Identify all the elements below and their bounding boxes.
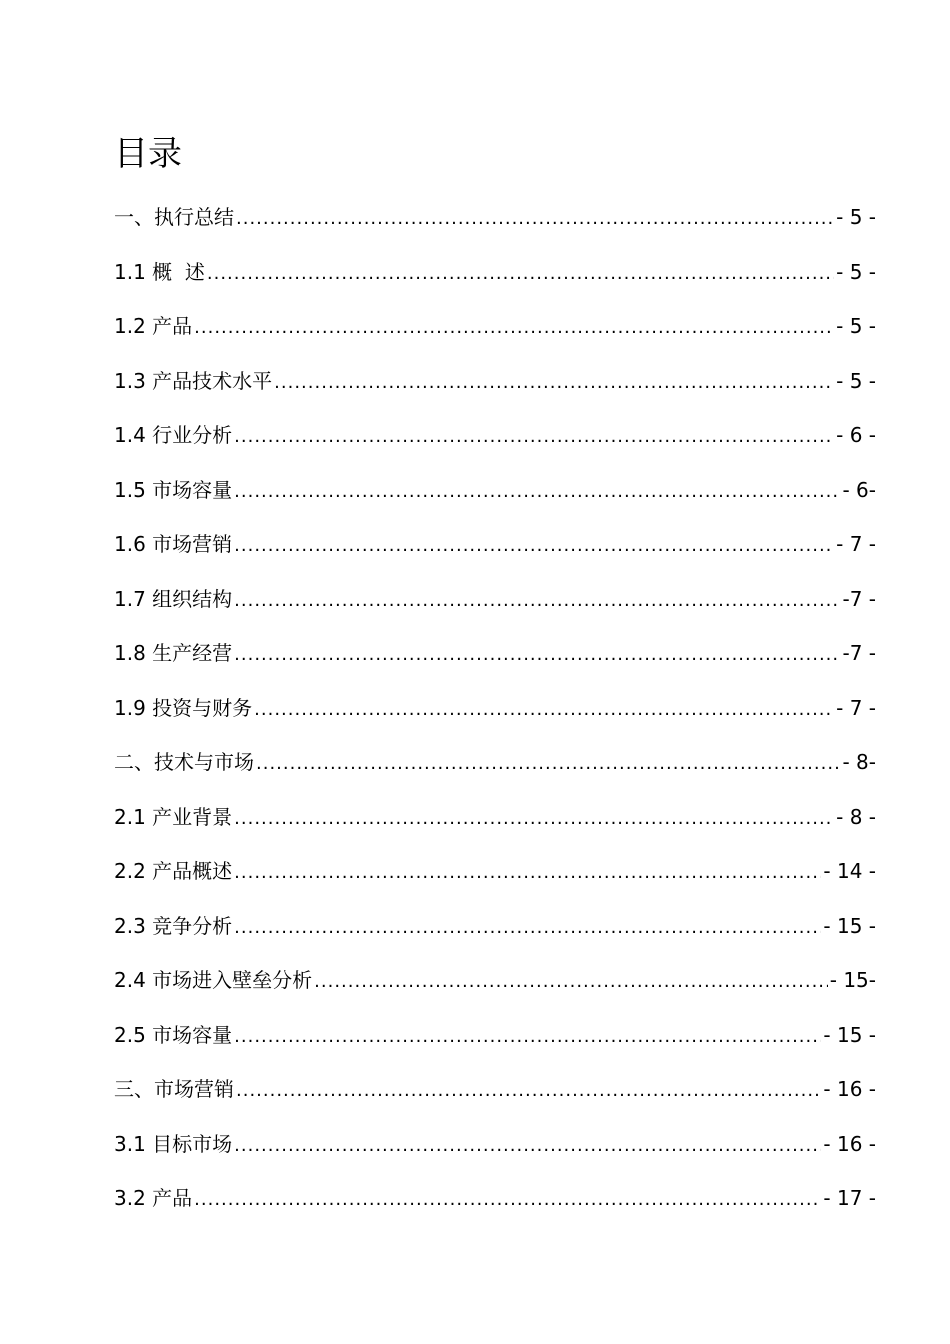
toc-leader-dots [234,911,821,945]
toc-entry-page: - 8 - [836,804,876,829]
toc-entry-label: 三、市场营销 [114,1077,234,1101]
toc-entry-label: 2.1 产业背景 [114,804,233,829]
toc-entry-page: - 14 - [823,859,876,883]
toc-leader-dots [314,965,828,999]
toc-entry[interactable] [114,473,876,528]
toc-entry[interactable] [114,255,876,310]
toc-entry[interactable] [114,636,876,691]
toc-leader-dots [254,693,834,727]
toc-entry[interactable] [114,1018,876,1073]
toc-entry-page: - 16 - [823,1077,876,1101]
toc-entry-page: - 7 - [836,532,876,556]
toc-entry-label: 二、技术与市场 [114,750,254,774]
toc-entry[interactable] [114,200,876,255]
toc-entry-page: - 5 - [836,368,876,393]
toc-entry-label: 3.1 目标市场 [114,1131,233,1156]
toc-entry-label: 1.8 生产经营 [114,641,233,665]
toc-entry[interactable] [114,527,876,582]
toc-leader-dots [234,802,834,836]
toc-entry-page: - 17 - [823,1186,876,1210]
toc-entry[interactable] [114,1072,876,1127]
toc-entry-page: - 7 - [836,695,876,720]
toc-leader-dots [274,366,834,400]
toc-entry[interactable] [114,854,876,909]
toc-entry-label: 1.5 市场容量 [114,477,233,502]
toc-leader-dots [236,1074,821,1108]
toc-leader-dots [234,856,821,890]
toc-entry[interactable] [114,309,876,364]
toc-entry[interactable] [114,800,876,855]
toc-entry-label: 1.3 产品技术水平 [114,368,273,393]
toc-entry-label: 1.7 组织结构 [114,586,233,611]
toc-entry[interactable] [114,1127,876,1182]
toc-leader-dots [236,202,834,236]
toc-entry-label: 1.4 行业分析 [114,423,233,447]
toc-entry-page: - 5 - [836,259,876,284]
toc-entry[interactable] [114,909,876,964]
toc-entry-page: -7 - [842,586,876,611]
toc-leader-dots [194,1183,821,1217]
toc-leader-dots [234,420,834,454]
toc-entry[interactable] [114,745,876,800]
toc-leader-dots [207,257,834,291]
toc-entry[interactable] [114,1181,876,1236]
toc-entry-label: 1.9 投资与财务 [114,695,253,720]
toc-title: 目录 [114,134,182,174]
toc-leader-dots [194,311,834,345]
toc-entry-page: - 6- [842,477,876,502]
toc-entry-page: - 6 - [836,423,876,447]
toc-entry[interactable] [114,418,876,473]
toc-entry-label: 2.3 竞争分析 [114,913,233,938]
toc-leader-dots [234,584,840,618]
toc-entry[interactable] [114,963,876,1018]
toc-entry-page: -7 - [842,641,876,665]
toc-entry[interactable] [114,364,876,419]
toc-entry-label: 2.4 市场进入壁垒分析 [114,968,313,992]
toc-entry-page: - 15 - [823,913,876,938]
toc-entry-label: 1.1 概 述 [114,259,205,284]
toc-entry-label: 一、执行总结 [114,205,234,229]
toc-entry[interactable] [114,691,876,746]
toc-leader-dots [234,475,840,509]
toc-leader-dots [256,747,840,781]
toc-leader-dots [234,1129,821,1163]
toc-entry-page: - 5 - [836,205,876,229]
toc-leader-dots [234,638,840,672]
toc-entry-label: 2.2 产品概述 [114,859,233,883]
toc-entry-page: - 16 - [823,1131,876,1156]
toc-entry-page: - 15 - [823,1022,876,1047]
toc-entry-page: - 8- [842,750,876,774]
toc-entry-label: 3.2 产品 [114,1186,193,1210]
toc-entry-label: 1.2 产品 [114,314,193,338]
toc-entry-page: - 15- [829,968,876,992]
toc-leader-dots [234,529,834,563]
toc-entry-page: - 5 - [836,314,876,338]
toc-leader-dots [234,1020,821,1054]
toc-entry-label: 2.5 市场容量 [114,1022,233,1047]
toc-entry[interactable] [114,582,876,637]
toc-list [114,200,876,1236]
toc-entry-label: 1.6 市场营销 [114,532,233,556]
